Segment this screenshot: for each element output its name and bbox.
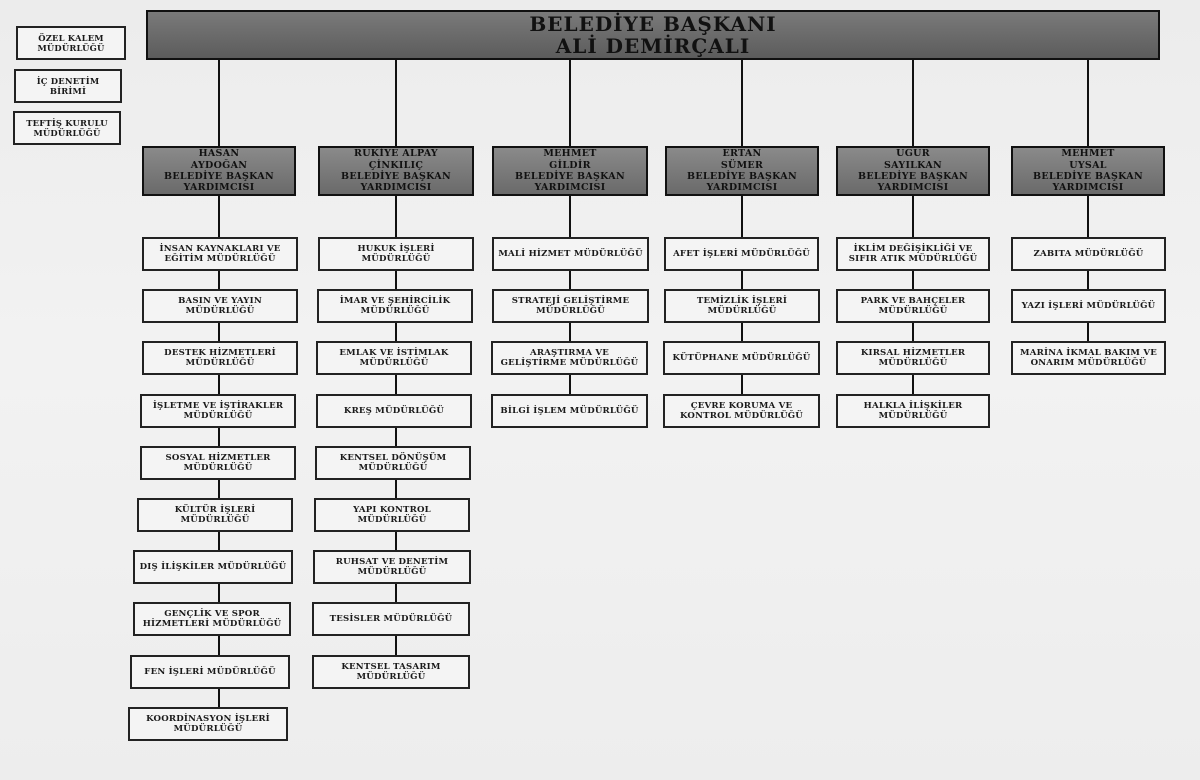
department-label: KREŞ MÜDÜRLÜĞÜ bbox=[343, 405, 445, 416]
department-box bbox=[133, 602, 291, 636]
department-box bbox=[313, 550, 471, 584]
department-label: RUHSAT VE DENETİM MÜDÜRLÜĞÜ bbox=[335, 556, 449, 577]
mayor-title: BELEDİYE BAŞKANI bbox=[529, 12, 777, 36]
department-label: BİLGİ İŞLEM MÜDÜRLÜĞÜ bbox=[500, 405, 639, 416]
department-box bbox=[130, 655, 290, 689]
department-box bbox=[142, 237, 298, 271]
department-label: BASIN VE YAYIN MÜDÜRLÜĞÜ bbox=[178, 295, 262, 316]
department-box bbox=[316, 341, 472, 375]
department-label: KÜTÜPHANE MÜDÜRLÜĞÜ bbox=[672, 352, 811, 363]
deputy-title: BELEDİYE BAŞKAN YARDIMCISI bbox=[1033, 171, 1143, 194]
department-label: ÇEVRE KORUMA VE KONTROL MÜDÜRLÜĞÜ bbox=[679, 400, 804, 421]
side-unit-ozel-kalem bbox=[16, 26, 126, 60]
department-box bbox=[836, 289, 990, 323]
department-label: YAZI İŞLERİ MÜDÜRLÜĞÜ bbox=[1021, 300, 1156, 311]
mayor-name: ALİ DEMİRÇALI bbox=[555, 34, 751, 58]
department-box bbox=[663, 341, 820, 375]
head-to-deputy-line bbox=[912, 60, 914, 146]
deputy-box bbox=[142, 146, 296, 196]
deputy-title: BELEDİYE BAŞKAN YARDIMCISI bbox=[687, 171, 797, 194]
head-to-deputy-line bbox=[395, 60, 397, 146]
deputy-box bbox=[492, 146, 648, 196]
department-box bbox=[663, 394, 820, 428]
department-box bbox=[312, 655, 470, 689]
department-label: YAPI KONTROL MÜDÜRLÜĞÜ bbox=[353, 504, 431, 525]
department-box bbox=[664, 289, 820, 323]
department-box bbox=[133, 550, 293, 584]
deputy-name: UĞUR SAYILKAN bbox=[884, 148, 942, 171]
department-label: GENÇLİK VE SPOR HİZMETLERİ MÜDÜRLÜĞÜ bbox=[142, 608, 282, 629]
department-box bbox=[836, 341, 990, 375]
side-unit-label: İÇ DENETİM BİRİMİ bbox=[36, 75, 100, 96]
department-label: İŞLETME VE İŞTİRAKLER MÜDÜRLÜĞÜ bbox=[152, 400, 284, 421]
department-box bbox=[836, 394, 990, 428]
department-label: HUKUK İŞLERİ MÜDÜRLÜĞÜ bbox=[357, 243, 435, 264]
department-box bbox=[142, 289, 298, 323]
side-unit-teftis-kurulu bbox=[13, 111, 121, 145]
department-label: AFET İŞLERİ MÜDÜRLÜĞÜ bbox=[673, 248, 810, 259]
head-to-deputy-line bbox=[569, 60, 571, 146]
department-label: ARAŞTIRMA VE GELİŞTİRME MÜDÜRLÜĞÜ bbox=[500, 347, 639, 368]
deputy-box bbox=[1011, 146, 1165, 196]
department-label: PARK VE BAHÇELER MÜDÜRLÜĞÜ bbox=[860, 295, 966, 316]
deputy-name: MEHMET GİLDİR bbox=[543, 148, 597, 171]
deputy-name: ERTAN SÜMER bbox=[720, 148, 764, 171]
department-box bbox=[491, 341, 648, 375]
department-box bbox=[318, 237, 474, 271]
department-label: TESİSLER MÜDÜRLÜĞÜ bbox=[329, 613, 453, 624]
department-box bbox=[140, 446, 296, 480]
deputy-name: MEHMET UYSAL bbox=[1061, 148, 1115, 171]
deputy-name: HASAN AYDOĞAN bbox=[190, 148, 248, 171]
department-label: İMAR VE ŞEHİRCİLİK MÜDÜRLÜĞÜ bbox=[339, 295, 451, 316]
mayor-box bbox=[146, 10, 1160, 60]
department-box bbox=[314, 498, 470, 532]
department-label: EMLAK VE İSTİMLAK MÜDÜRLÜĞÜ bbox=[339, 347, 449, 368]
department-label: İKLİM DEĞİŞİKLİĞİ VE SIFIR ATIK MÜDÜRLÜĞÜ bbox=[848, 243, 978, 264]
department-box bbox=[137, 498, 293, 532]
department-box bbox=[836, 237, 990, 271]
head-to-deputy-line bbox=[741, 60, 743, 146]
department-label: STRATEJİ GELİŞTİRME MÜDÜRLÜĞÜ bbox=[511, 295, 630, 316]
department-label: DESTEK HİZMETLERİ MÜDÜRLÜĞÜ bbox=[164, 347, 276, 368]
department-box bbox=[142, 341, 298, 375]
deputy-title: BELEDİYE BAŞKAN YARDIMCISI bbox=[515, 171, 625, 194]
deputy-box bbox=[665, 146, 819, 196]
deputy-box bbox=[836, 146, 990, 196]
deputy-title: BELEDİYE BAŞKAN YARDIMCISI bbox=[341, 171, 451, 194]
department-label: SOSYAL HİZMETLER MÜDÜRLÜĞÜ bbox=[165, 452, 271, 473]
department-box bbox=[317, 289, 473, 323]
department-label: DIŞ İLİŞKİLER MÜDÜRLÜĞÜ bbox=[139, 561, 287, 572]
department-box bbox=[491, 394, 648, 428]
deputy-title: BELEDİYE BAŞKAN YARDIMCISI bbox=[164, 171, 274, 194]
department-box bbox=[315, 446, 471, 480]
department-box bbox=[1011, 289, 1166, 323]
department-label: KOORDİNASYON İŞLERİ MÜDÜRLÜĞÜ bbox=[146, 713, 270, 734]
department-label: TEMİZLİK İŞLERİ MÜDÜRLÜĞÜ bbox=[696, 295, 788, 316]
department-box bbox=[492, 289, 649, 323]
department-label: HALKLA İLİŞKİLER MÜDÜRLÜĞÜ bbox=[863, 400, 963, 421]
department-label: KENTSEL TASARIM MÜDÜRLÜĞÜ bbox=[341, 661, 441, 682]
department-box bbox=[664, 237, 819, 271]
department-box bbox=[492, 237, 649, 271]
department-label: ZABITA MÜDÜRLÜĞÜ bbox=[1033, 248, 1144, 259]
department-label: MALİ HİZMET MÜDÜRLÜĞÜ bbox=[498, 248, 643, 259]
department-box bbox=[1011, 237, 1166, 271]
department-label: İNSAN KAYNAKLARI VE EĞİTİM MÜDÜRLÜĞÜ bbox=[159, 243, 281, 264]
head-to-deputy-line bbox=[218, 60, 220, 146]
department-label: KIRSAL HİZMETLER MÜDÜRLÜĞÜ bbox=[860, 347, 966, 368]
department-box bbox=[316, 394, 472, 428]
head-to-deputy-line bbox=[1087, 60, 1089, 146]
department-label: KÜLTÜR İŞLERİ MÜDÜRLÜĞÜ bbox=[174, 504, 256, 525]
side-unit-label: TEFTİŞ KURULU MÜDÜRLÜĞÜ bbox=[26, 117, 108, 138]
department-box bbox=[1011, 341, 1166, 375]
department-label: FEN İŞLERİ MÜDÜRLÜĞÜ bbox=[144, 666, 276, 677]
deputy-name: RUKİYE ALPAY ÇİNKILIÇ bbox=[354, 148, 438, 171]
department-box bbox=[140, 394, 296, 428]
department-label: MARİNA İKMAL BAKIM VE ONARIM MÜDÜRLÜĞÜ bbox=[1020, 347, 1157, 368]
department-box bbox=[312, 602, 470, 636]
department-box bbox=[128, 707, 288, 741]
department-label: KENTSEL DÖNÜŞÜM MÜDÜRLÜĞÜ bbox=[339, 452, 447, 473]
deputy-box bbox=[318, 146, 474, 196]
side-unit-label: ÖZEL KALEM MÜDÜRLÜĞÜ bbox=[37, 32, 105, 53]
side-unit-ic-denetim bbox=[14, 69, 122, 103]
deputy-title: BELEDİYE BAŞKAN YARDIMCISI bbox=[858, 171, 968, 194]
